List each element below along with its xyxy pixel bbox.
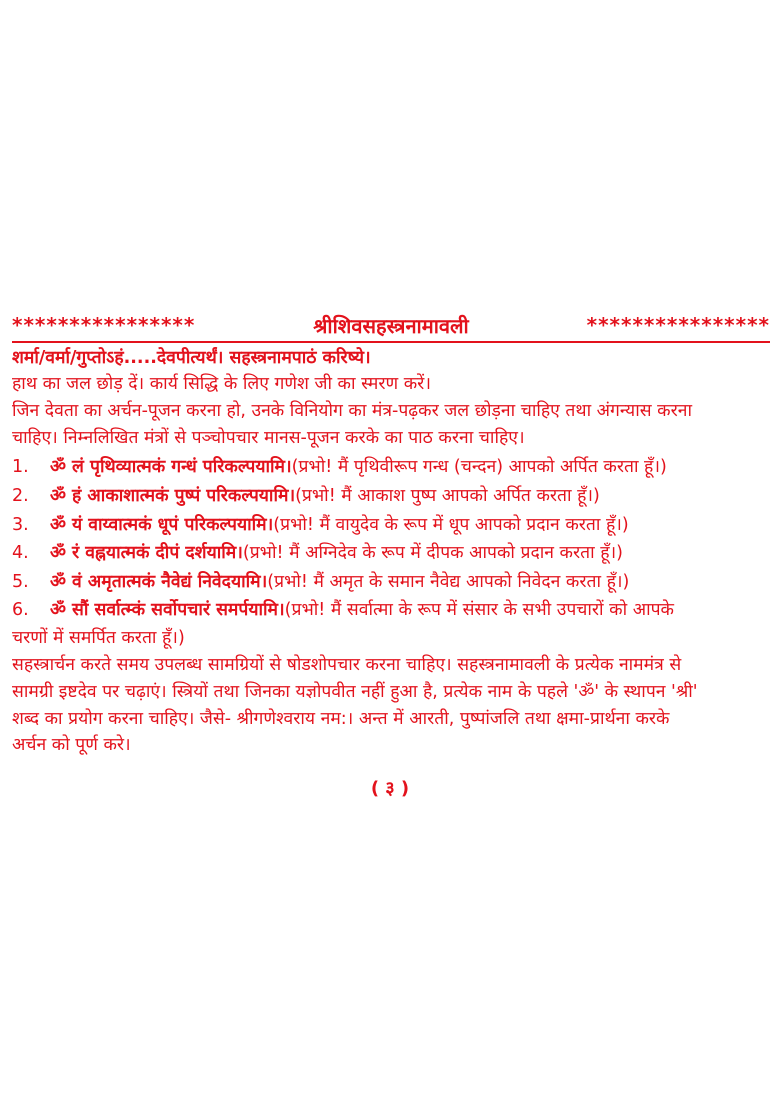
mantra-number: 2. <box>12 486 29 506</box>
mantra-meaning: (प्रभो! मैं अग्निदेव के रूप में दीपक आपको प्रदान करता हूँ।) <box>242 543 623 563</box>
mantra-item <box>12 568 770 596</box>
mantra-text: ॐ लं पृथिव्यात्मकं गन्धं परिकल्पयामि। <box>50 457 292 477</box>
mantra-meaning: (प्रभो! मैं आकाश पुष्प आपको अर्पित करता हूँ।) <box>295 486 600 506</box>
mantra-text: ॐ वं अमृतात्मकं नैवेद्यं निवेदयामि। <box>50 572 268 592</box>
mantra-meaning: (प्रभो! मैं सर्वात्मा के रूप में संसार के सभी उपचारों को आपके <box>284 600 674 620</box>
mantra-text: ॐ रं वह्नयात्मकं दीपं दर्शयामि। <box>50 543 243 563</box>
header-rule <box>12 341 770 343</box>
mantra-meaning: (प्रभो! मैं वायुदेव के रूप में धूप आपको प्रदान करता हूँ।) <box>273 515 629 535</box>
page-header <box>12 311 770 339</box>
mantra-text: ॐ यं वाय्वात्मकं धूपं परिकल्पयामि। <box>50 515 274 535</box>
mantra-item <box>12 482 770 510</box>
closing-line: अर्चन को पूर्ण करे। <box>12 735 131 755</box>
mantra-number: 5. <box>12 572 29 592</box>
mantra-text: ॐ हं आकाशात्मकं पुष्पं परिकल्पयामि। <box>50 486 296 506</box>
page-number: ( ३ ) <box>370 778 410 799</box>
intro-line: हाथ का जल छोड़ दें। कार्य सिद्धि के लिए गणेश जी का स्मरण करें। <box>12 374 431 394</box>
intro-line: चाहिए। निम्नलिखित मंत्रों से पञ्चोपचार मानस-पूजन करके का पाठ करना चाहिए। <box>12 428 525 448</box>
mantra-meaning: (प्रभो! मैं अमृत के समान नैवेद्य आपको निवेदन करता हूँ।) <box>267 572 630 592</box>
closing-line: सामग्री इष्टदेव पर चढ़ाएं। स्त्रियों तथा जिनका यज्ञोपवीत नहीं हुआ है, प्रत्येक नाम के पहले 'ॐ' के स्थापन 'श्री' <box>12 682 698 702</box>
mantra-item <box>12 596 770 624</box>
mantra-item <box>12 511 770 539</box>
mantra-item <box>12 453 770 481</box>
mantra-text: ॐ सौं सर्वात्म्कं सर्वोपचारं समर्पयामि। <box>50 600 285 620</box>
mantra-meaning: (प्रभो! मैं पृथिवीरूप गन्ध (चन्दन) आपको अर्पित करता हूँ।) <box>291 457 667 477</box>
mantra-number: 3. <box>12 515 29 535</box>
header-title: श्रीशिवसहस्त्रनामावली <box>313 313 469 338</box>
intro-line: जिन देवता का अर्चन-पूजन करना हो, उनके विनियोग का मंत्र-पढ़कर जल छोड़ना चाहिए तथा अंगन्यास करना <box>12 401 692 421</box>
closing-line: सहस्त्रार्चन करते समय उपलब्ध सामग्रियों से षोडशोपचार करना चाहिए। सहस्त्रनामावली के प्रत्येक नाममंत्र से <box>12 655 682 675</box>
mantra-continuation: चरणों में समर्पित करता हूँ।) <box>12 628 185 648</box>
header-stars-left: **************** <box>12 313 196 337</box>
mantra-number: 6. <box>12 600 29 620</box>
mantra-item <box>12 539 770 567</box>
mantra-number: 1. <box>12 457 29 477</box>
closing-line: शब्द का प्रयोग करना चाहिए। जैसे- श्रीगणेश्वराय नम:। अन्त में आरती, पुष्पांजलि तथा क्षमा-प्रार्थना करके <box>12 709 670 729</box>
header-stars-right: **************** <box>586 313 770 337</box>
sankalp-line: शर्मा/वर्मा/गुप्तोऽहं.....देवपीत्यर्थं। सहस्त्रनामपाठं करिष्ये। <box>12 348 371 368</box>
mantra-number: 4. <box>12 543 29 563</box>
